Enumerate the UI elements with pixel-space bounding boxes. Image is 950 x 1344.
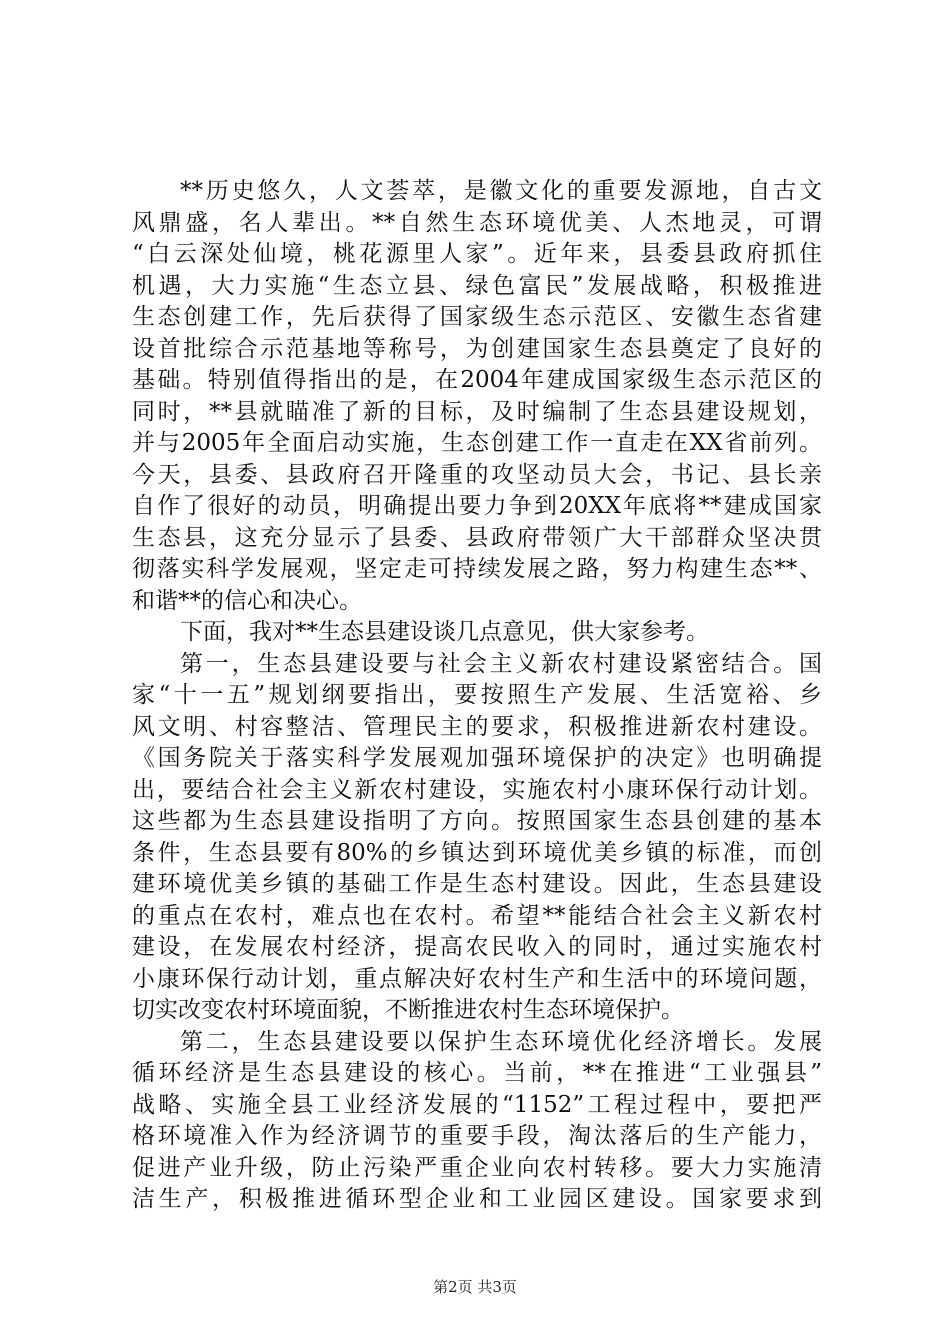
- page-number-label: 第2页 共3页: [433, 1278, 517, 1296]
- text-line: 的重点在农村，难点也在农村。希望**能结合社会主义新农村: [132, 902, 822, 929]
- text-line: 小康环保行动计划，重点解决好农村生产和生活中的环境问题，: [132, 965, 822, 992]
- text-line: 设首批综合示范基地等称号，为创建国家生态县奠定了良好的: [132, 335, 822, 362]
- text-line: 《国务院关于落实科学发展观加强环境保护的决定》也明确提: [132, 745, 822, 771]
- text-line: 洁生产，积极推进循环型企业和工业园区建设。国家要求到: [132, 1186, 822, 1212]
- text-line: 建设，在发展农村经济，提高农民收入的同时，通过实施农村: [132, 934, 822, 960]
- text-line: 并与2005年全面启动实施，生态创建工作一直走在XX省前列。: [132, 430, 822, 456]
- text-line: 出，要结合社会主义新农村建设，实施农村小康环保行动计划。: [132, 776, 822, 803]
- text-line: 和谐**的信心和决心。: [132, 587, 362, 614]
- text-line: **历史悠久，人文荟萃，是徽文化的重要发源地，自古文: [180, 178, 822, 204]
- text-line: 风鼎盛，名人辈出。**自然生态环境优美、人杰地灵，可谓: [132, 209, 822, 236]
- text-line: 这些都为生态县建设指明了方向。按照国家生态县创建的基本: [132, 808, 822, 834]
- text-line: 条件，生态县要有80%的乡镇达到环境优美乡镇的标准，而创: [132, 839, 822, 866]
- text-line: 循环经济是生态县建设的核心。当前，**在推进“工业强县”: [132, 1060, 822, 1086]
- text-line: 第一，生态县建设要与社会主义新农村建设紧密结合。国: [180, 650, 822, 677]
- text-line: 家“十一五”规划纲要指出，要按照生产发展、生活宽裕、乡: [132, 682, 822, 708]
- document-body: [132, 176, 822, 1216]
- text-line: 同时，**县就瞄准了新的目标，及时编制了生态县建设规划，: [132, 398, 822, 425]
- text-line: 彻落实科学发展观，坚定走可持续发展之路，努力构建生态**、: [132, 556, 822, 582]
- text-line: 格环境准入作为经济调节的重要手段，淘汰落后的生产能力，: [132, 1123, 822, 1149]
- text-line: 第二，生态县建设要以保护生态环境优化经济增长。发展: [180, 1028, 822, 1055]
- text-line: 建环境优美乡镇的基础工作是生态村建设。因此，生态县建设: [132, 871, 822, 897]
- text-line: 生态创建工作，先后获得了国家级生态示范区、安徽生态省建: [132, 304, 822, 330]
- text-line: “白云深处仙境，桃花源里人家”。近年来，县委县政府抓住: [132, 241, 822, 267]
- text-line: 生态县，这充分显示了县委、县政府带领广大干部群众坚决贯: [132, 524, 822, 551]
- text-line: 促进产业升级，防止污染严重企业向农村转移。要大力实施清: [132, 1154, 822, 1181]
- text-line: 基础。特别值得指出的是，在2004年建成国家级生态示范区的: [132, 367, 822, 393]
- text-line: 今天，县委、县政府召开隆重的攻坚动员大会，书记、县长亲: [132, 461, 822, 488]
- text-line: 战略、实施全县工业经济发展的“1152”工程过程中，要把严: [132, 1091, 822, 1118]
- text-line: 切实改变农村环境面貌，不断推进农村生态环境保护。: [132, 997, 684, 1023]
- text-line: 机遇，大力实施“生态立县、绿色富民”发展战略，积极推进: [132, 272, 822, 299]
- text-line: 自作了很好的动员，明确提出要力争到20XX年底将**建成国家: [132, 493, 822, 519]
- text-line: 风文明、村容整洁、管理民主的要求，积极推进新农村建设。: [132, 713, 822, 740]
- page-footer: [0, 1276, 950, 1297]
- text-line: 下面，我对**生态县建设谈几点意见，供大家参考。: [180, 619, 709, 645]
